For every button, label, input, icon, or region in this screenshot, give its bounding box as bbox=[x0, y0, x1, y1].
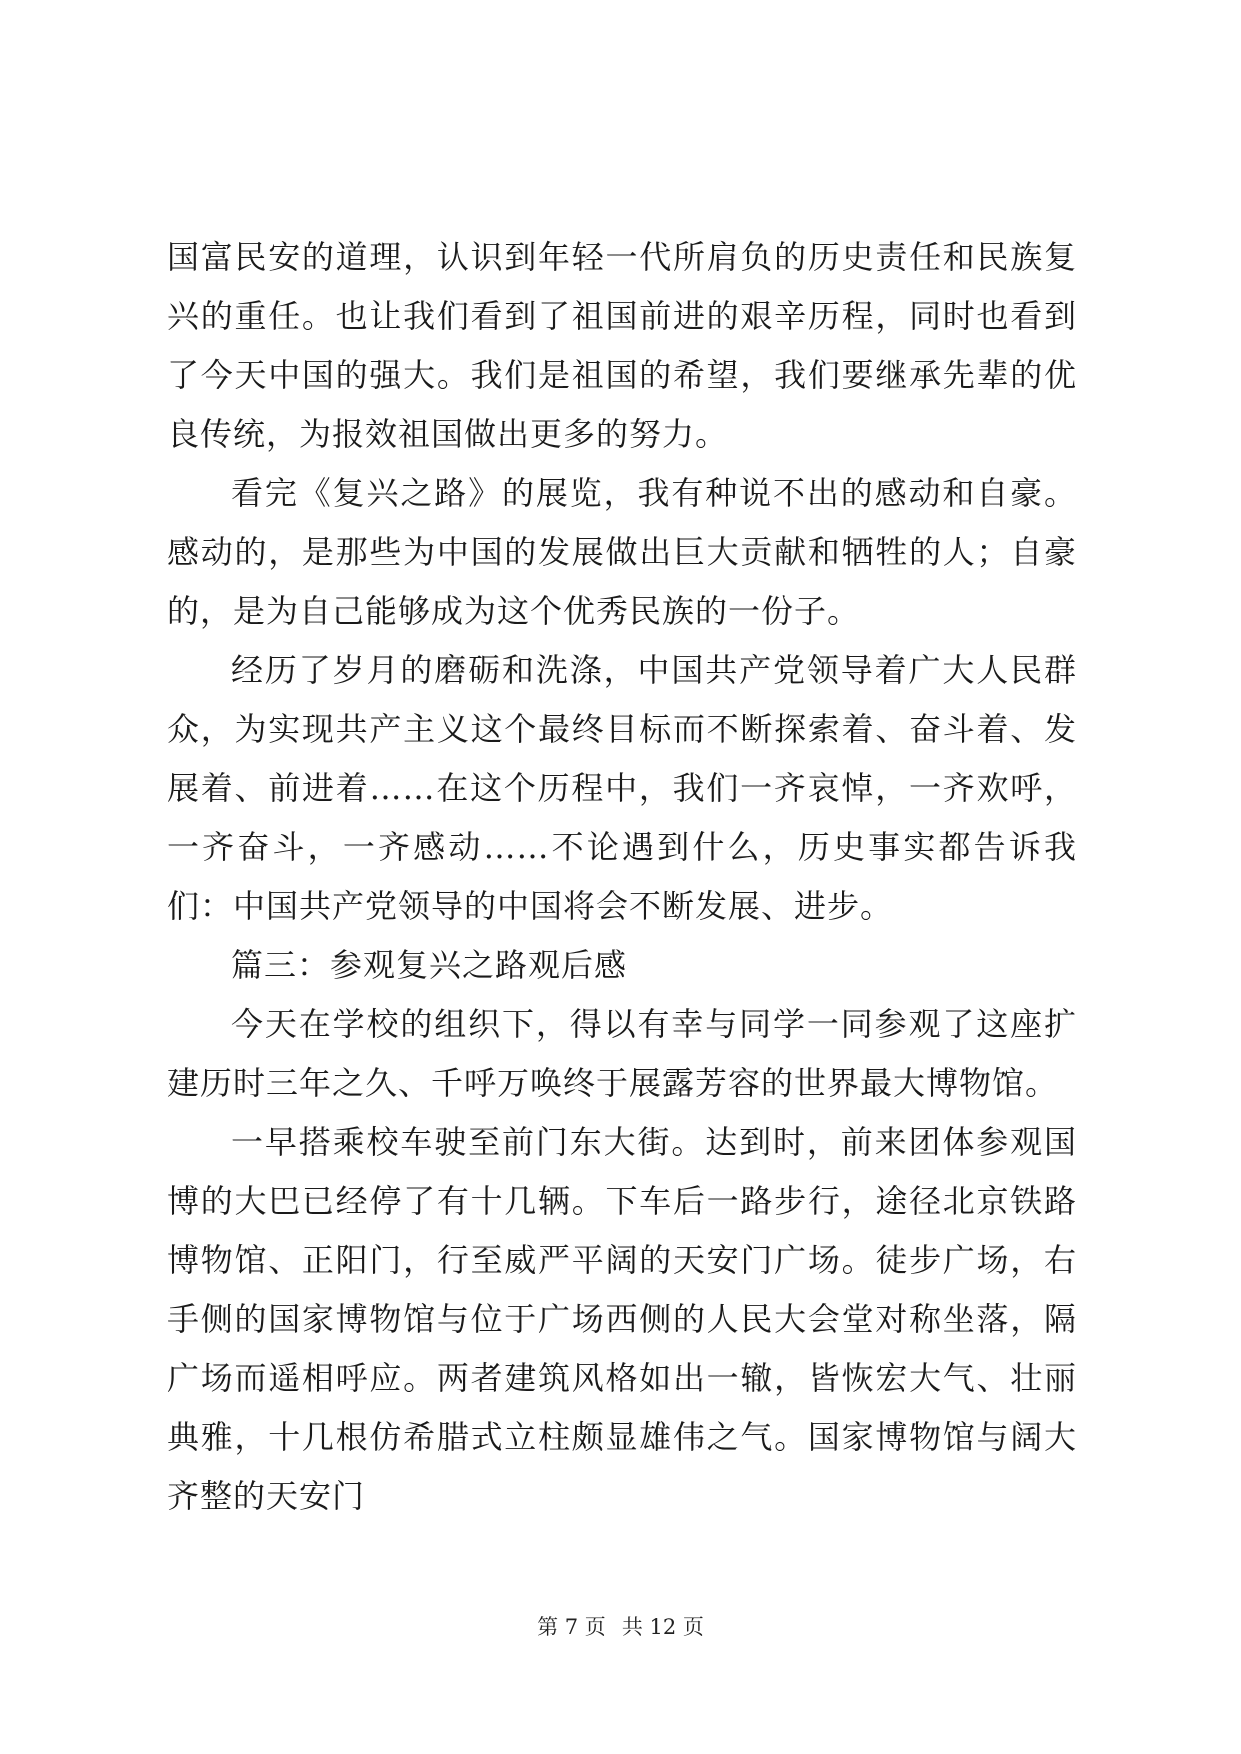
page-total: 共 12 页 bbox=[621, 1615, 704, 1639]
section-heading: 篇三：参观复兴之路观后感 bbox=[231, 946, 628, 984]
page-number: 第 7 页 bbox=[537, 1615, 606, 1639]
paragraph: 一早搭乘校车驶至前门东大街。达到时，前来团体参观国博的大巴已经停了有十几辆。下车后一路步行，途径北京铁路博物馆、正阳门，行至威严平阔的天安门广场。徒步广场，右手侧的国家博物馆与位于广场西侧的人民大会堂对称坐落，隔广场而遥相呼应。两者建筑风格如出一辙，皆恢宏大气、壮丽典雅，十几根仿希腊式立柱颇显雄伟之气。国家博物馆与阔大齐整的天安门 bbox=[167, 1123, 1077, 1515]
paragraph: 国富民安的道理，认识到年轻一代所肩负的历史责任和民族复兴的重任。也让我们看到了祖国前进的艰辛历程，同时也看到了今天中国的强大。我们是祖国的希望，我们要继承先辈的优良传统，为报效祖国做出更多的努力。 bbox=[167, 238, 1077, 453]
paragraph: 经历了岁月的磨砺和洗涤，中国共产党领导着广大人民群众，为实现共产主义这个最终目标而不断探索着、奋斗着、发展着、前进着……在这个历程中，我们一齐哀悼，一齐欢呼，一齐奋斗，一齐感动……不论遇到什么，历史事实都告诉我们：中国共产党领导的中国将会不断发展、进步。 bbox=[167, 651, 1077, 925]
page-footer bbox=[0, 1612, 1241, 1642]
document-body bbox=[167, 228, 1077, 1526]
paragraph: 今天在学校的组织下，得以有幸与同学一同参观了这座扩建历时三年之久、千呼万唤终于展露芳容的世界最大博物馆。 bbox=[167, 1005, 1077, 1102]
paragraph: 看完《复兴之路》的展览，我有种说不出的感动和自豪。感动的，是那些为中国的发展做出巨大贡献和牺牲的人；自豪的，是为自己能够成为这个优秀民族的一份子。 bbox=[167, 474, 1077, 630]
